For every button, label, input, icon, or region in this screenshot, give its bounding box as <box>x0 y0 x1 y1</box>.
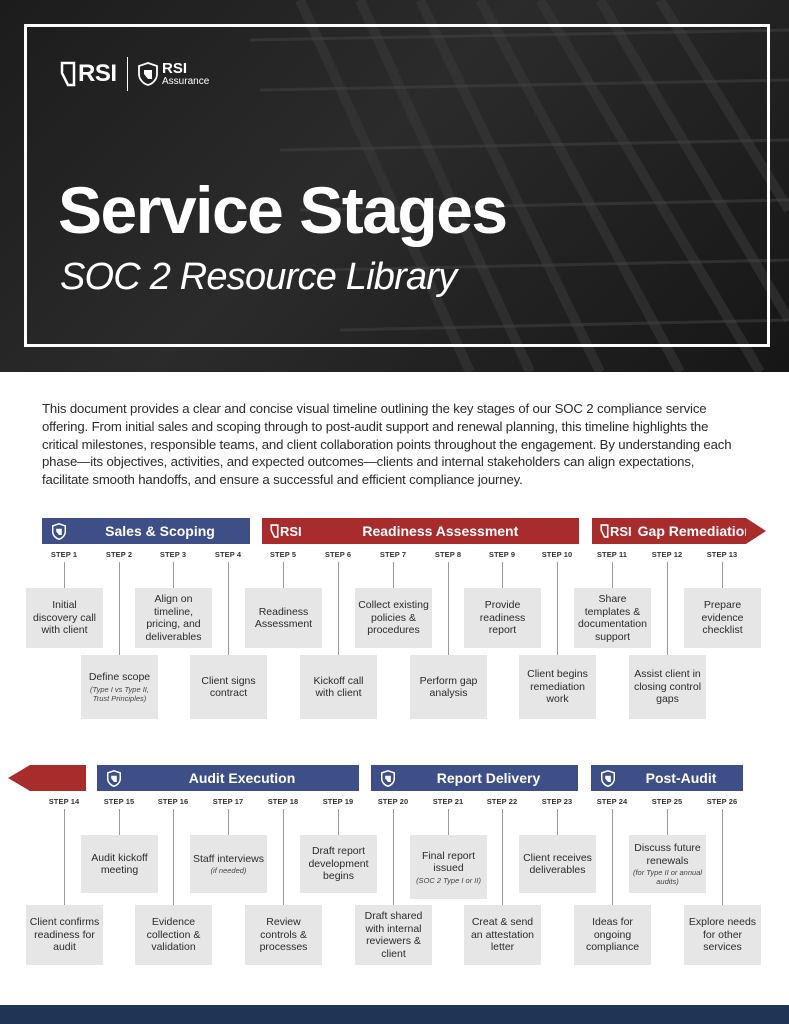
step-connector-line <box>448 562 449 655</box>
step-text: Initial discovery call with client <box>32 599 97 637</box>
step-text: Creat & send an attestation letter <box>470 916 535 954</box>
step-connector-line <box>448 809 449 835</box>
step-text: Kickoff call with client <box>313 674 364 699</box>
shield-icon <box>103 767 125 789</box>
step-card <box>245 905 322 965</box>
step-card <box>574 905 651 965</box>
step-connector-line <box>722 562 723 588</box>
step-text: Evidence collection & validation <box>146 916 201 954</box>
step-label: STEP 22 <box>486 797 518 806</box>
step-card <box>81 655 158 719</box>
step-label: STEP 9 <box>488 550 516 559</box>
step-connector-line <box>228 809 229 835</box>
step-card <box>26 905 103 965</box>
step-text: Draft report development begins <box>308 845 369 883</box>
intro-paragraph: This document provides a clear and concise visual timeline outlining the key stages of our SOC 2 compliance service offering. From initial sales and scoping through to post-audit support and renewal planning, this timeline highlights the critical milestones, responsible teams, and client collaboration points throughout the engagement. By understanding each phase—its objectives, activities, and expected outcomes—clients and internal stakeholders can align expectations, facilitate smooth handoffs, and ensure a successful and efficient compliance journey. <box>42 401 732 488</box>
phase-banner-readiness-assessment <box>262 518 579 544</box>
step-text: Readiness Assessment <box>254 605 313 630</box>
step-label: STEP 25 <box>651 797 683 806</box>
step-label: STEP 1 <box>50 550 78 559</box>
step-text: Collect existing policies & procedures <box>358 599 429 637</box>
step-note: (if needed) <box>210 866 247 876</box>
step-card <box>519 835 596 893</box>
step-label: STEP 20 <box>377 797 409 806</box>
step-label: STEP 11 <box>596 550 628 559</box>
step-card <box>464 905 541 965</box>
step-note: (SOC 2 Type I or II) <box>416 875 481 885</box>
rsi-logo-icon <box>60 61 76 87</box>
phase-banner-sales-scoping <box>42 518 250 544</box>
step-label: STEP 14 <box>48 797 80 806</box>
timeline-arrow-body <box>30 765 86 791</box>
step-card <box>300 835 377 893</box>
step-text: Explore needs for other services <box>688 916 757 954</box>
step-text: Staff interviews <box>193 852 265 865</box>
step-note: (Type I vs Type II, Trust Principles) <box>90 684 149 703</box>
step-connector-line <box>393 809 394 905</box>
step-label: STEP 23 <box>541 797 573 806</box>
step-label: STEP 17 <box>212 797 244 806</box>
shield-icon <box>48 520 70 542</box>
step-connector-line <box>667 562 668 655</box>
step-text: Client begins remediation work <box>527 668 588 706</box>
step-text: Client signs contract <box>201 674 256 699</box>
assurance-logo-subtitle: Assurance <box>162 76 210 87</box>
step-label: STEP 26 <box>706 797 738 806</box>
page-title: Service Stages <box>58 173 507 247</box>
step-card <box>629 655 706 719</box>
step-card <box>684 905 761 965</box>
step-card <box>410 835 487 899</box>
step-text: Provide readiness report <box>479 599 526 637</box>
rsi-assurance-logo <box>138 61 209 87</box>
phase-label: Gap Remediation <box>637 523 753 539</box>
step-connector-line <box>173 809 174 905</box>
phase-banner-audit-execution <box>97 765 359 791</box>
step-label: STEP 12 <box>651 550 683 559</box>
step-connector-line <box>667 809 668 835</box>
assurance-logo-name: RSI <box>162 60 188 77</box>
shield-icon <box>377 767 399 789</box>
step-card <box>574 588 651 648</box>
step-label: STEP 8 <box>434 550 462 559</box>
step-connector-line <box>393 562 394 588</box>
step-connector-line <box>119 809 120 835</box>
step-card <box>190 655 267 719</box>
timeline-arrow-right <box>746 518 766 544</box>
step-text: Client confirms readiness for audit <box>29 916 100 954</box>
step-label: STEP 3 <box>159 550 187 559</box>
step-text: Ideas for ongoing compliance <box>585 916 640 954</box>
phase-banner-post-audit <box>591 765 743 791</box>
step-card <box>300 655 377 719</box>
step-label: STEP 7 <box>379 550 407 559</box>
step-connector-line <box>119 562 120 655</box>
step-text: Audit kickoff meeting <box>91 851 148 876</box>
timeline-arrow-left <box>8 765 30 791</box>
step-label: STEP 19 <box>322 797 354 806</box>
hero-banner <box>0 0 789 372</box>
step-text: Define scope <box>88 671 151 684</box>
step-connector-line <box>502 562 503 588</box>
step-card <box>684 588 761 648</box>
step-connector-line <box>283 809 284 905</box>
step-label: STEP 10 <box>541 550 573 559</box>
step-label: STEP 5 <box>269 550 297 559</box>
step-card <box>410 655 487 719</box>
page-subtitle: SOC 2 Resource Library <box>60 256 457 298</box>
step-label: STEP 15 <box>103 797 135 806</box>
footer-bar <box>0 1005 789 1024</box>
step-text: Prepare evidence checklist <box>701 599 744 637</box>
step-label: STEP 18 <box>267 797 299 806</box>
step-connector-line <box>64 562 65 588</box>
step-connector-line <box>173 562 174 588</box>
step-connector-line <box>557 562 558 655</box>
step-card <box>190 835 267 893</box>
step-card <box>355 905 432 965</box>
step-connector-line <box>612 809 613 905</box>
step-card <box>464 588 541 648</box>
step-label: STEP 6 <box>324 550 352 559</box>
step-connector-line <box>722 809 723 905</box>
phase-label: Sales & Scoping <box>105 523 215 539</box>
step-connector-line <box>228 562 229 655</box>
step-text: Client receives deliverables <box>523 851 592 876</box>
rsi-logo-icon: RSI <box>600 524 632 539</box>
step-card <box>81 835 158 893</box>
step-connector-line <box>338 809 339 835</box>
step-connector-line <box>338 562 339 655</box>
step-connector-line <box>612 562 613 588</box>
step-connector-line <box>502 809 503 905</box>
step-label: STEP 13 <box>706 550 738 559</box>
step-text: Draft shared with internal reviewers & client <box>364 910 423 960</box>
logo-divider <box>127 57 129 91</box>
step-card <box>26 588 103 648</box>
step-text: Review controls & processes <box>259 916 308 954</box>
header-logos <box>60 56 209 92</box>
step-text: Assist client in closing control gaps <box>633 668 702 706</box>
step-card <box>629 835 706 893</box>
step-label: STEP 24 <box>596 797 628 806</box>
step-text: Align on timeline, pricing, and deliverables <box>145 593 202 643</box>
shield-icon <box>138 62 158 86</box>
step-text: Final report issued <box>421 849 476 874</box>
step-label: STEP 16 <box>157 797 189 806</box>
phase-label: Readiness Assessment <box>362 523 519 539</box>
step-card <box>245 588 322 648</box>
step-label: STEP 4 <box>214 550 242 559</box>
phase-banner-report-delivery <box>371 765 578 791</box>
step-label: STEP 21 <box>432 797 464 806</box>
step-label: STEP 2 <box>105 550 133 559</box>
step-connector-line <box>64 809 65 905</box>
step-text: Perform gap analysis <box>419 674 478 699</box>
rsi-logo <box>60 60 117 88</box>
step-card <box>355 588 432 648</box>
step-connector-line <box>557 809 558 835</box>
phase-banner-gap-remediation <box>592 518 753 544</box>
phase-label: Report Delivery <box>436 770 541 786</box>
step-card <box>519 655 596 719</box>
shield-icon <box>597 767 619 789</box>
rsi-logo-text: RSI <box>78 60 117 87</box>
step-card <box>135 588 212 648</box>
step-text: Share templates & documentation support <box>578 593 647 643</box>
step-card <box>135 905 212 965</box>
step-note: (for Type II or annual audits) <box>632 868 703 886</box>
step-text: Discuss future renewals <box>634 842 701 867</box>
step-connector-line <box>283 562 284 588</box>
phase-label: Audit Execution <box>188 770 296 786</box>
rsi-logo-icon: RSI <box>270 524 302 539</box>
phase-label: Post-Audit <box>645 770 717 786</box>
